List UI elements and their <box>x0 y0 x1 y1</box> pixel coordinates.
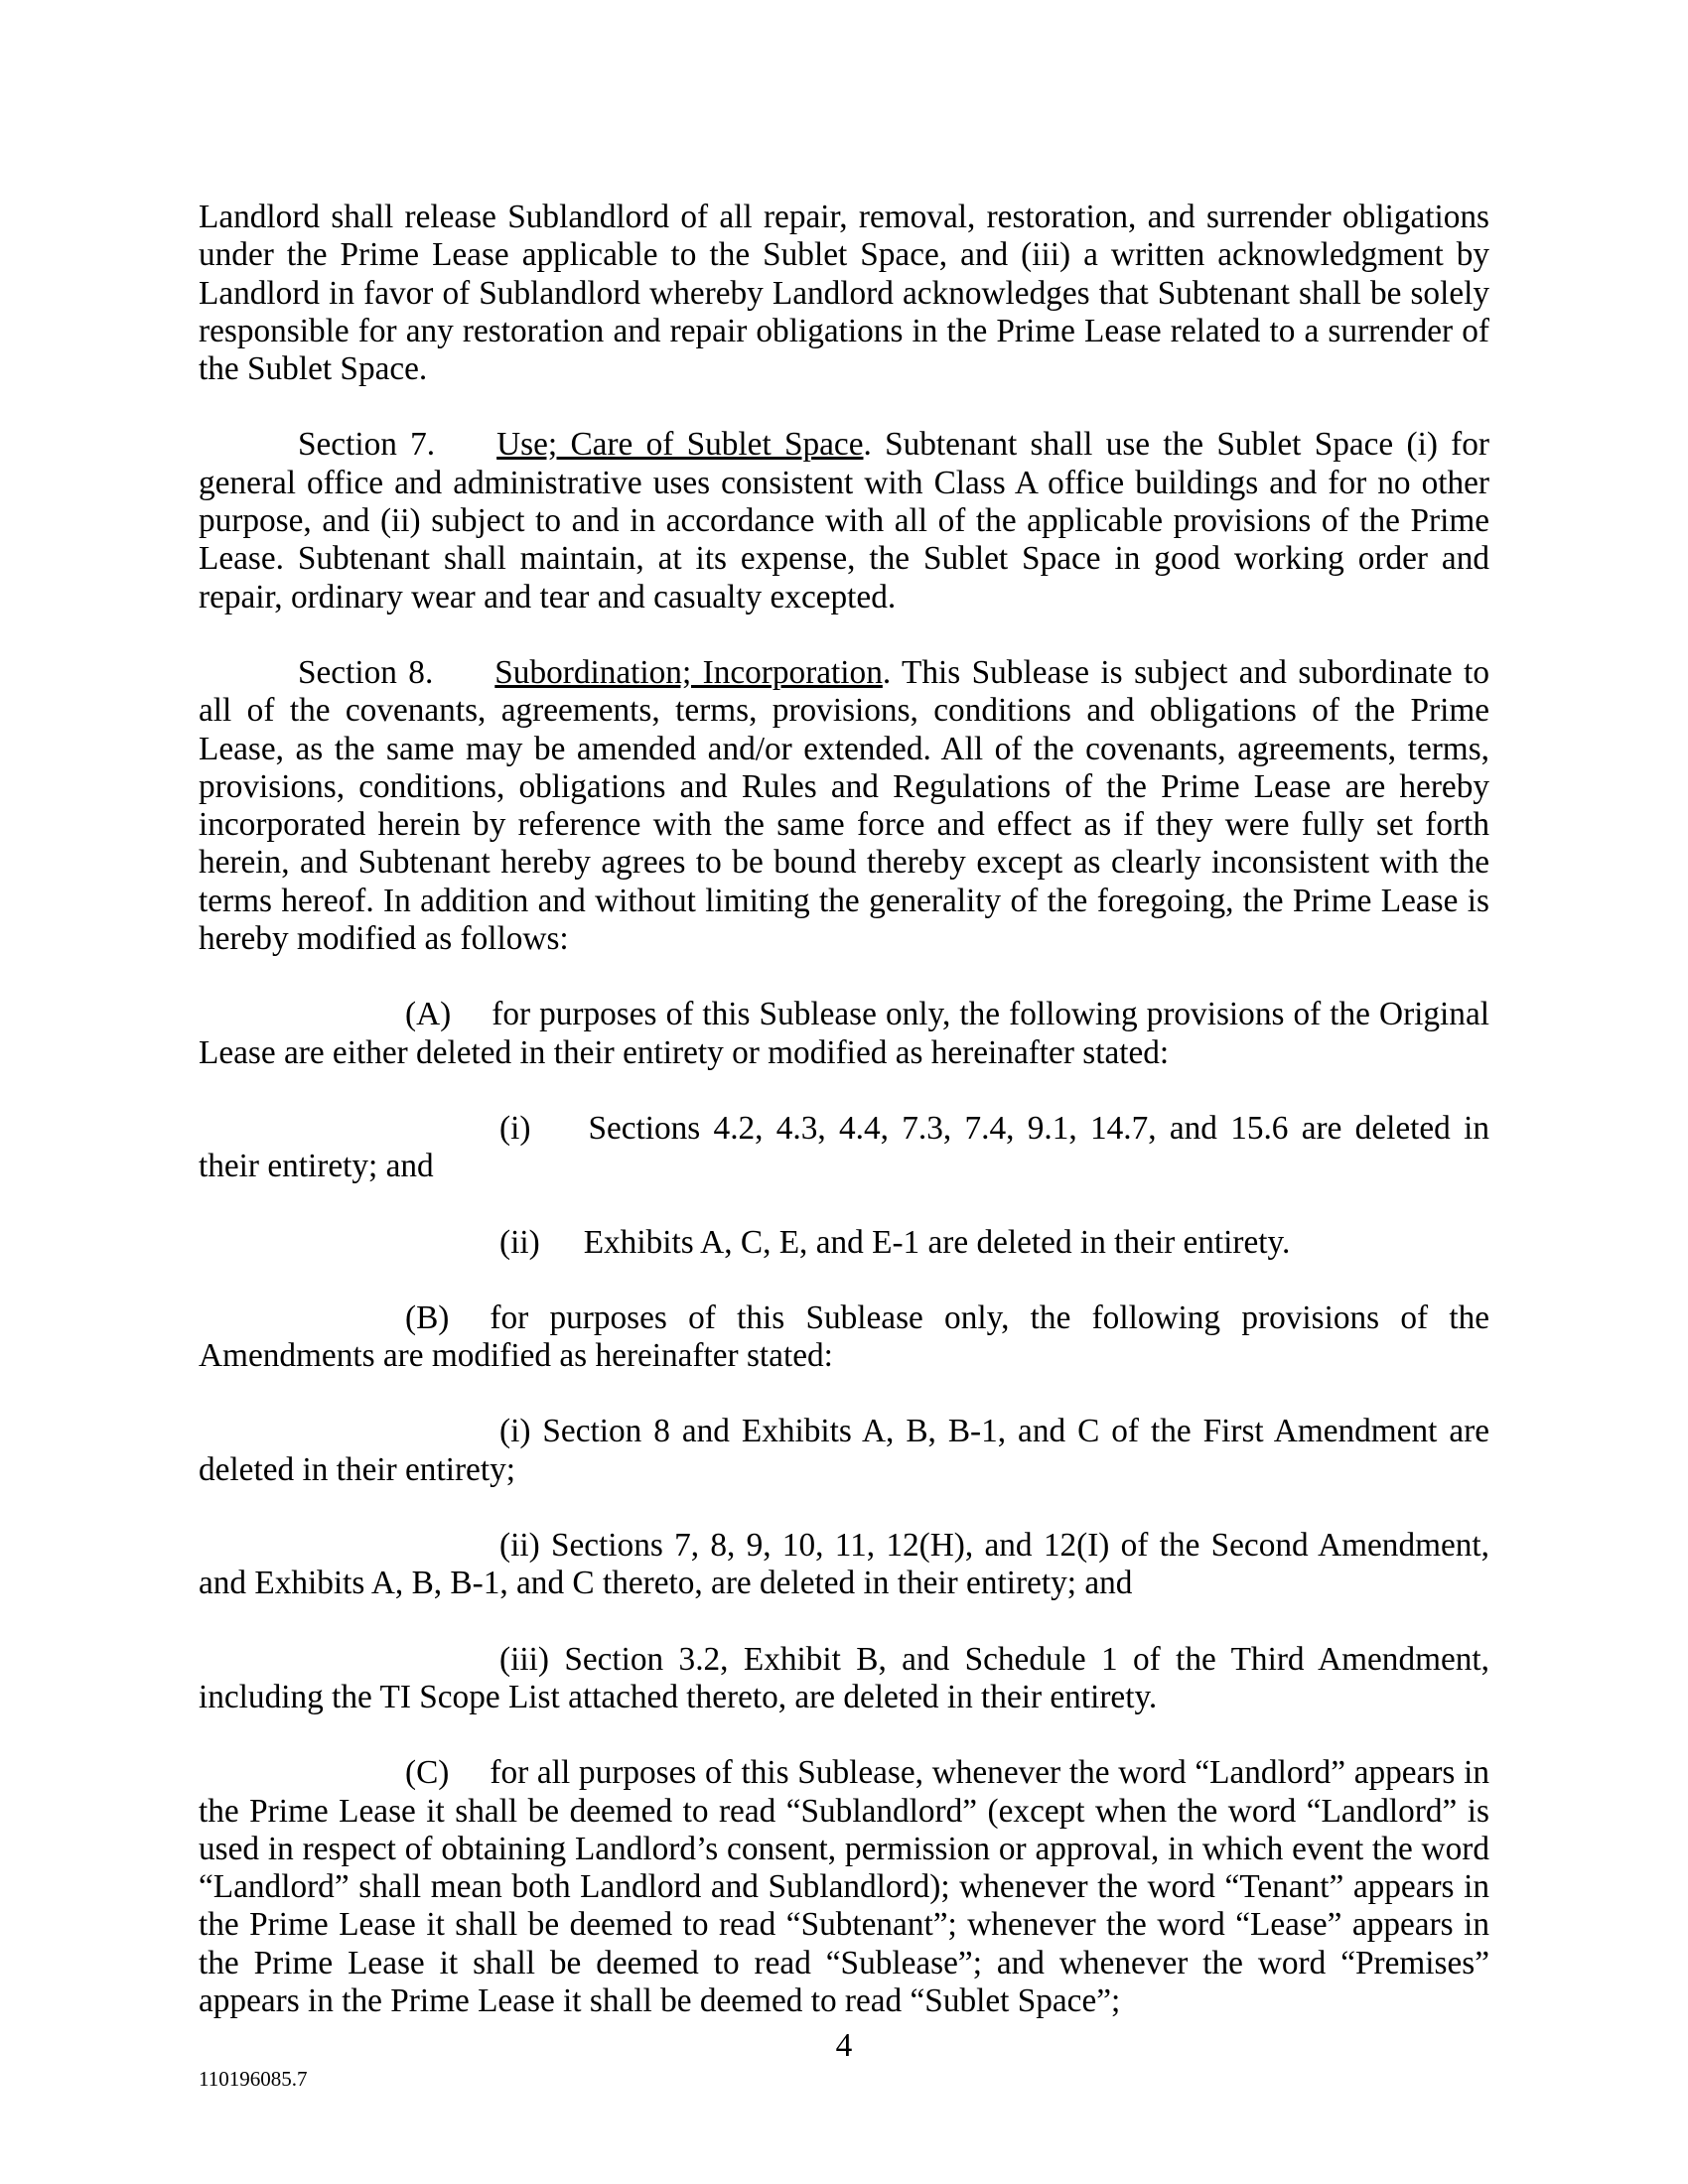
clause-B-iii-body: Section 3.2, Exhibit B, and Schedule 1 of the Third Amendment, including the TI Scope List attached thereto, are deleted in their entirety. <box>199 1640 1490 1715</box>
intro-paragraph-text: Landlord shall release Sublandlord of all repair, removal, restoration, and surrender obligations under the Prime Lease applicable to the Sublet Space, and (iii) a written acknowledgment by Landlord in favor of Sublandlord whereby Landlord acknowledges that Subtenant shall be solely responsible for any restoration and repair obligations in the Prime Lease related to a surrender of the Sublet Space. <box>199 199 1489 388</box>
clause-A-ii-label: (ii) <box>499 1223 540 1261</box>
clause-A-body: for purposes of this Sublease only, the following provisions of the Original Lease are either deleted in their entirety or modified as hereinafter stated: <box>199 996 1489 1071</box>
intro-paragraph <box>199 199 1489 388</box>
clause-C-body: for all purposes of this Sublease, whenever the word “Landlord” appears in the Prime Lease it shall be deemed to read “Sublandlord” (except when the word “Landlord” is used in respect of obtaining Landlord’s consent, permission or approval, in which event the word “Landlord” shall mean both Landlord and Sublandlord); whenever the word “Tenant” appears in the Prime Lease it shall be deemed to read “Subtenant”; whenever the word “Lease” appears in the Prime Lease it shall be deemed to read “Sublease”; and whenever the word “Premises” appears in the Prime Lease it shall be deemed to read “Sublet Space”; <box>199 1754 1489 2019</box>
clause-A-ii-body: Exhibits A, C, E, and E-1 are deleted in their entirety. <box>583 1223 1291 1261</box>
clause-A-label: (A) <box>405 996 452 1033</box>
tab-spacer <box>449 1327 490 1328</box>
clause-B-paragraph <box>199 1299 1489 1376</box>
document-id-footer: 110196085.7 <box>199 2067 308 2091</box>
section-7-paragraph <box>199 426 1489 615</box>
tab-spacer <box>540 1252 584 1253</box>
section-7-label: Section 7. <box>298 426 436 464</box>
tab-spacer <box>530 1138 588 1139</box>
clause-B-body: for purposes of this Sublease only, the following provisions of the Amendments are modified as hereinafter stated: <box>199 1298 1489 1375</box>
clause-B-i-body: Section 8 and Exhibits A, B, B-1, and C of the First Amendment are deleted in their entirety; <box>199 1413 1489 1488</box>
clause-B-i-label: (i) <box>499 1413 531 1450</box>
clause-A-ii-paragraph <box>199 1224 1489 1262</box>
clause-B-i-paragraph <box>199 1413 1489 1489</box>
clause-B-label: (B) <box>405 1298 450 1336</box>
page-number: 4 <box>835 2027 853 2064</box>
section-8-body: . This Sublease is subject and subordinate to all of the covenants, agreements, terms, provisions, conditions and obligations of the Prime Lease, as the same may be amended and/or extended. All of the covenants, agreements, terms, provisions, conditions, obligations and Rules and Regulations of the Prime Lease are hereby incorporated herein by reference with the same force and effect as if they were fully set forth herein, and Subtenant hereby agrees to be bound thereby except as clearly inconsistent with the terms hereof. In addition and without limiting the generality of the foregoing, the Prime Lease is hereby modified as follows: <box>199 653 1489 958</box>
clause-A-i-label: (i) <box>499 1109 531 1147</box>
section-7-body: . Subtenant shall use the Sublet Space (i) for general office and administrative uses consistent with Class A office buildings and for no other purpose, and (ii) subject to and in accordance with all of the applicable provisions of the Prime Lease. Subtenant shall maintain, at its expense, the Sublet Space in good working order and repair, ordinary wear and tear and casualty excepted. <box>199 426 1490 615</box>
clause-C-paragraph <box>199 1754 1489 2020</box>
clause-B-iii-label: (iii) <box>499 1640 549 1678</box>
clause-A-i-body: Sections 4.2, 4.3, 4.4, 7.3, 7.4, 9.1, 14.7, and 15.6 are deleted in their entirety; and <box>199 1109 1489 1185</box>
document-body <box>199 199 1489 2058</box>
clause-B-ii-body: Sections 7, 8, 9, 10, 11, 12(H), and 12(I) of the Second Amendment, and Exhibits A, B, B-1, and C thereto, are deleted in their entirety; and <box>199 1527 1489 1602</box>
clause-B-ii-label: (ii) <box>499 1527 540 1565</box>
tab-spacer <box>435 454 496 455</box>
section-8-label: Section 8. <box>298 653 434 691</box>
section-8-heading: Subordination; Incorporation <box>494 653 883 691</box>
clause-B-iii-paragraph <box>199 1641 1489 1717</box>
tab-spacer <box>449 1782 490 1783</box>
section-8-paragraph <box>199 654 1489 958</box>
tab-spacer <box>433 682 494 683</box>
clause-A-i-paragraph <box>199 1110 1489 1186</box>
section-7-heading: Use; Care of Sublet Space <box>496 426 864 464</box>
clause-C-label: (C) <box>405 1754 450 1792</box>
clause-B-ii-paragraph <box>199 1527 1489 1603</box>
clause-A-paragraph <box>199 996 1489 1072</box>
